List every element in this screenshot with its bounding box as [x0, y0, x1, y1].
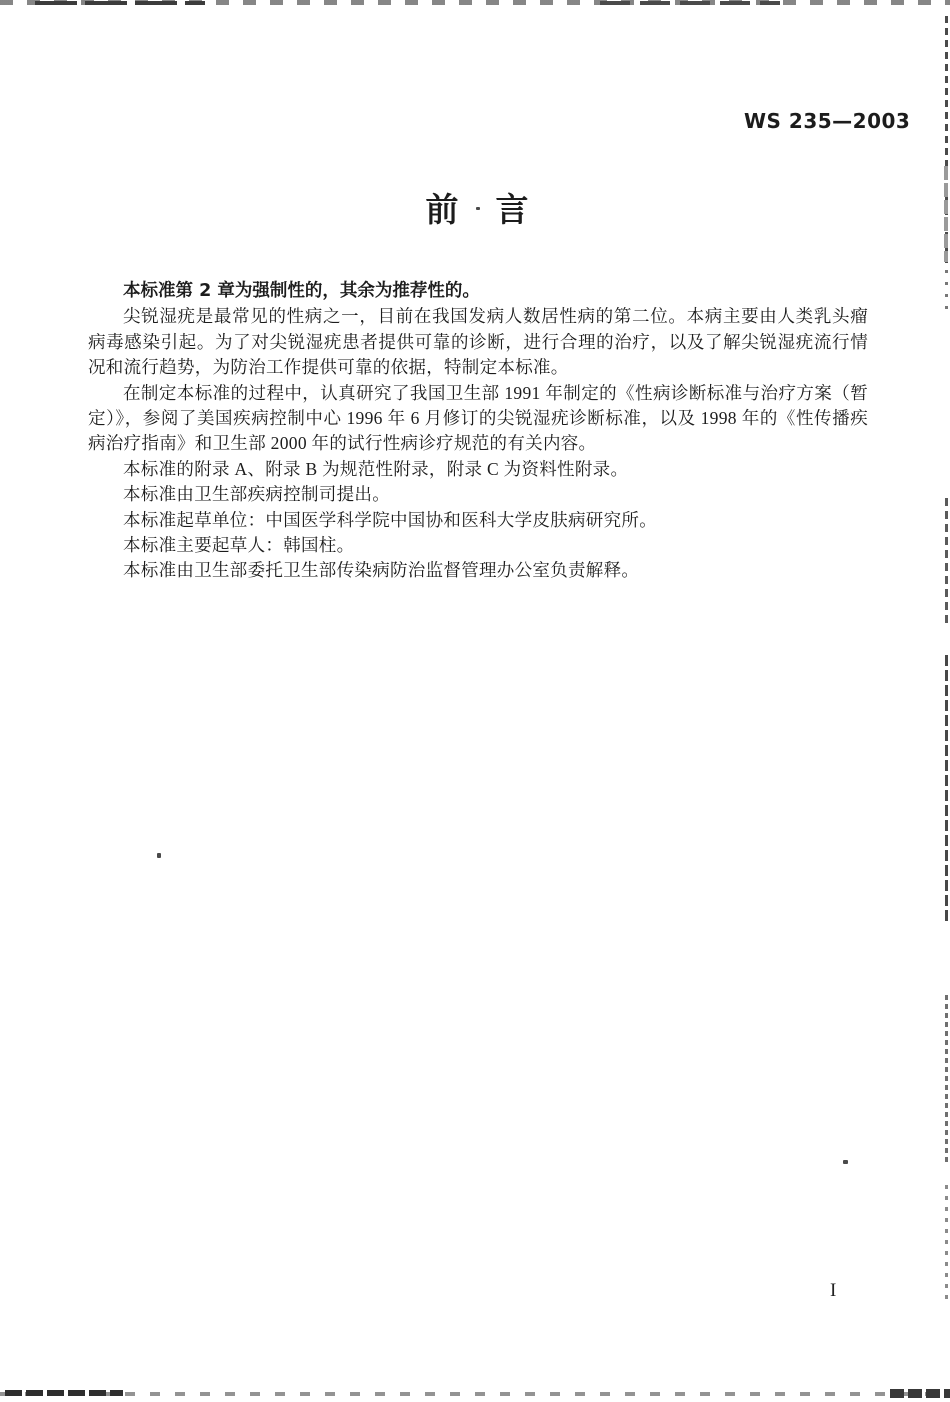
- standard-number: WS 235—2003: [744, 109, 911, 133]
- paragraph-references: 在制定本标准的过程中，认真研究了我国卫生部 1991 年制定的《性病诊断标准与治疗方案（暂定）》，参阅了美国疾病控制中心 1996 年 6 月修订的尖锐湿疣诊断标准，以及 1998 年的《性传播疾病治疗指南》和卫生部 2000 年的试行性病诊疗规范的有关内容。: [88, 382, 868, 454]
- scan-artifact-bottom-edge: [0, 1392, 950, 1396]
- paragraph-interpretation: 本标准由卫生部委托卫生部传染病防治监督管理办公室负责解释。: [123, 560, 640, 581]
- paragraph-annexes: 本标准的附录 A、附录 B 为规范性附录，附录 C 为资料性附录。: [123, 458, 629, 479]
- scan-artifact-bottom-edge: [5, 1390, 123, 1396]
- scan-artifact-top-edge: [600, 1, 780, 5]
- scan-artifact-top-edge: [0, 0, 950, 5]
- paragraph-background: 尖锐湿疣是最常见的性病之一，目前在我国发病人数居性病的第二位。本病主要由人类乳头瘤病毒感染引起。为了对尖锐湿疣患者提供可靠的诊断，进行合理的治疗，以及了解尖锐湿疣流行情况和流行趋势，为防治工作提供可靠的依据，特制定本标准。: [88, 306, 868, 378]
- page-title: 前 言: [425, 190, 531, 229]
- scan-artifact-right-edge: [945, 498, 948, 623]
- foreword-body: [88, 279, 868, 584]
- scan-artifact-top-edge: [35, 1, 205, 5]
- paragraph-compulsory-note: 本标准第 2 章为强制性的，其余为推荐性的。: [123, 281, 480, 301]
- scan-artifact-right-edge: [945, 655, 948, 925]
- scan-speck: [843, 1160, 848, 1164]
- scan-artifact-right-edge: [945, 1185, 948, 1303]
- scan-artifact-right-edge: [945, 995, 948, 1165]
- paragraph-proposed-by: 本标准由卫生部疾病控制司提出。: [123, 484, 390, 505]
- scan-artifact-right-edge: [945, 16, 948, 266]
- scan-artifact-right-edge: [945, 270, 948, 310]
- scan-artifact-bottom-edge: [890, 1389, 950, 1398]
- paragraph-drafting-organization: 本标准起草单位：中国医学科学院中国协和医科大学皮肤病研究所。: [123, 509, 657, 530]
- paragraph-chief-drafter: 本标准主要起草人：韩国柱。: [123, 535, 355, 556]
- scan-artifact-right-edge: [944, 166, 948, 262]
- page-number: I: [830, 1280, 837, 1301]
- scan-speck: [157, 853, 161, 858]
